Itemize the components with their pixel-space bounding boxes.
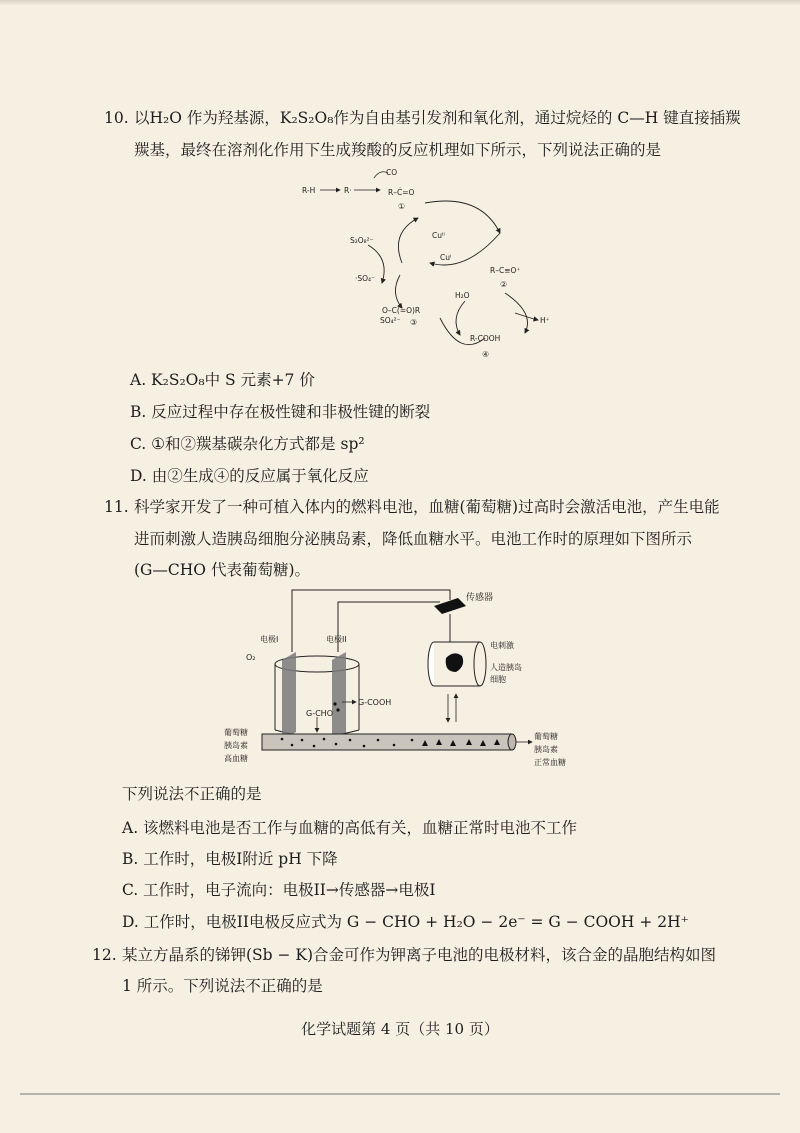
rh-label: R-H [302,186,316,195]
label-4: ④ [482,350,490,359]
cell-label-1: 人造胰岛 [490,663,522,672]
q11-option-b: B. 工作时，电极I附近 pH 下降 [122,850,338,868]
q11-fuel-cell-diagram [222,582,582,780]
q11-option-c: C. 工作时，电子流向：电极II→传感器→电极I [122,881,436,899]
gcooh-label: G-COOH [358,698,392,707]
label-3: ③ [410,318,418,327]
sensor-label: 传感器 [466,593,494,603]
blood-vessel [262,734,512,750]
left-label-1: 葡萄糖 [224,728,248,737]
label-2: ② [500,280,508,289]
right-label-3: 正常血糖 [534,758,566,767]
right-label-1: 葡萄糖 [534,732,558,741]
q10-option-d: D. 由②生成④的反应属于氧化反应 [130,467,369,485]
electrode-2-label: 电极II [326,635,347,644]
acyl-radical-1: R–Ċ=O [388,188,415,197]
q10-stem-line1: 以H₂O 作为羟基源，K₂S₂O₈作为自由基引发剂和氧化剂，通过烷烃的 C—H 键直接插羰 [134,109,741,127]
s2o8-label: S₂O₈²⁻ [350,236,374,245]
electrode-1-label: 电极I [260,635,279,644]
scan-line [20,1093,780,1095]
q10-option-c: C. ①和②羰基碳杂化方式都是 sp² [130,435,365,453]
q11-prompt: 下列说法不正确的是 [122,785,262,803]
cell-label-2: 细胞 [490,675,506,684]
acyl-sulfate-3: O–C(=O)R [382,306,421,315]
h2o-label: H₂O [455,291,470,300]
q11-option-d: D. 工作时，电极II电极反应式为 G − CHO + H₂O − 2e⁻ = G − COOH + 2H⁺ [122,913,689,931]
q10-number: 10. [104,109,129,127]
electrode-2-plate [332,652,346,740]
cu2-label: Cuᴵᴵ [432,231,445,240]
q10-option-b: B. 反应过程中存在极性键和非极性键的断裂 [130,403,431,421]
q12-stem-line1: 某立方晶系的锑钾(Sb − K)合金可作为钾离子电池的电极材料，该合金的晶胞结构如图 [122,946,717,964]
q10-stem-line2: 羰基，最终在溶剂化作用下生成羧酸的反应机理如下所示，下列说法正确的是 [134,141,662,159]
label-1: ① [398,202,406,211]
gcho-label: G-CHO [306,709,333,718]
q12-stem-line2: 1 所示。下列说法不正确的是 [122,977,323,995]
cu1-label: Cuᴵ [440,253,452,262]
electrode-1-plate [282,652,296,740]
hplus-label: H⁺ [540,316,550,325]
left-label-3: 高血糖 [224,754,248,763]
cooh-label: R-COOH [470,334,501,343]
q11-number: 11. [104,498,129,516]
q12-number: 12. [92,946,117,964]
scan-edge [0,0,800,6]
q11-stem-line3: (G—CHO 代表葡萄糖)。 [134,561,310,579]
sensor-shape [434,598,466,614]
r-radical-label: R· [344,186,352,195]
q11-stem-line2: 进而刺激人造胰岛细胞分泌胰岛素，降低血糖水平。电池工作时的原理如下图所示 [134,530,693,548]
stimulus-label: 电刺激 [490,641,514,650]
q10-mechanism-diagram [290,163,570,365]
o2-label: O₂ [246,653,256,662]
right-label-2: 胰岛素 [534,745,558,754]
q10-option-a: A. K₂S₂O₈中 S 元素+7 价 [130,371,315,389]
page-footer: 化学试题第 4 页（共 10 页） [301,1020,499,1038]
so4-label: SO₄²⁻ [380,316,401,325]
co-label: CO [386,168,398,177]
q11-stem-line1: 科学家开发了一种可植入体内的燃料电池，血糖(葡萄糖)过高时会激活电池，产生电能 [134,498,720,516]
q11-option-a: A. 该燃料电池是否工作与血糖的高低有关，血糖正常时电池不工作 [122,819,578,837]
so4-radical-label: ·SO₄⁻ [355,274,376,283]
acyl-cation-2: R–C≡O⁺ [490,266,521,275]
left-label-2: 胰岛素 [224,741,248,750]
